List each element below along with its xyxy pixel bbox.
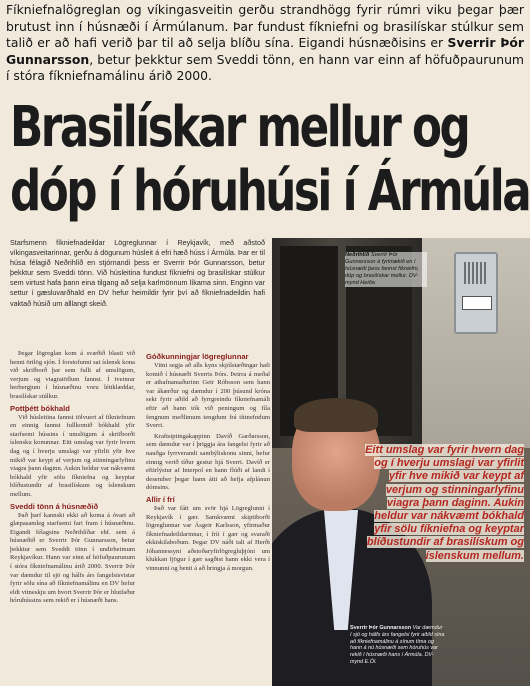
article-column-1 <box>10 350 135 608</box>
col2-paragraph-1: Vitni segja að alls kyns skjólstæðingar hafi komið í húsnæði Sverris Þórs. Þeirra á meðal er athafnamaðurinn Geir Róbsson sem hann var ákærður og dæmdur í 200 þúsund króna sekt fyrir aðild að fyrrgreindu fíkniefnamáli eftir að hann tók við peningum og fíla fengnum meðlimum tengdum frá títtnefndum Sverri. <box>146 362 270 430</box>
pull-quote-text: Eitt umslag var fyrir hvern dag og í hverju umslagi var yfirlit yfir hve mikið var keypt af verjum og stinningarlyfinu viagra þann daginn. Aukin heldur var nákvæmt bókhald yfir sölu fíkniefna og keyptar blíðustundir af brasilískum og íslenskum mellum. <box>365 444 524 562</box>
headline-line-1: Brasilískar mellur og <box>10 95 469 160</box>
photo-caption-door <box>345 252 427 287</box>
cap1-text: Sverrir Þór Gunnarsson á fyrirtækið en í húsnæði þess fannst fíkniefni, dóp og brasilískar mellur. <box>345 252 420 279</box>
col2-subheading-2: Allir í frí <box>146 494 175 504</box>
intercom-label <box>462 296 492 310</box>
intro-paragraph <box>6 2 524 85</box>
cap2-bold: Sverrir Þór Gunnarsson <box>350 625 412 631</box>
cap1-bold: Neðrihlíð <box>345 252 370 258</box>
intercom-grill <box>464 262 488 284</box>
article-column-2 <box>146 350 270 576</box>
headline <box>10 95 530 224</box>
pull-quote <box>360 444 524 563</box>
cap1-credit: DV-mynd Heiða <box>345 273 419 286</box>
intro-owner-name: Sverrir Þór Gunnarsson <box>6 35 524 67</box>
intercom-icon <box>454 252 498 334</box>
intro-text-1: Fíkniefnalögreglan og víkingasveitin gerðu strandhögg fyrir rúmri viku þegar þær brutust inn í húsnæði í Ármúlanum. Þar fundust fíkniefni og brasilískar stúlkur sem talið er að hafi verið þar til að selja blíðu sína. Eigandi húsnæðisins er <box>6 2 524 51</box>
intro-text-2: , betur þekktur sem Sveddi tönn, en hann var einn af höfuðpaurunum í stóra fíkniefnamálinu árið 2000. <box>6 51 524 84</box>
col2-subheading-1: Góðkunningjar lögreglunnar <box>146 352 249 361</box>
col1-paragraph-2: Við húsleitina fannst tölvuert af fíkniefnum en einnig fannst fullkomið bókhald yfir starfsemi hússins í umslögum á skrifborði íslensku konunnar. Eitt umslag var fyrir hvern dag og í hverju umslagi var yfirlit yfir hve mikið var keypt af verjum og stinningarlyfinu viagra þann daginn. Aukin heldur var nákvæmt bókhald yfir sölu fíkniefna og keyptar blíðustundir af brasilískum og íslenskum mellum. <box>10 413 135 498</box>
col1-subheading-2: Sveddi tönn á húsnæðið <box>10 501 99 511</box>
col1-subheading-1: Pottþétt bókhald <box>10 403 70 413</box>
cap2-text: Var dæmdur í sjö og hálfs árs fangelsi fyrir aðild sína að fíkniefnamálinu á sínum tíma og hann á nú húsnæði sem hóruhús var rekið í húsnæði hans í Ármúla. <box>350 625 445 659</box>
lead-paragraph: Starfsmenn fíkniefnadeildar Lögreglunnar í Reykjavík, með aðstoð víkingasveitarinnar, gerðu á dögunum húsleit á efri hæð húss í Ármúla. Þar er til húsa félagið Neðrihlíð en stjórnandi þess er Sverrir Þór Gunnarsson, betur þekktur sem Sveddi tönn. Við húsleitina fundust fíkniefni og brasilískar stúlkur sem virtust hafa þann eina tilgang að selja karlmönnum líkama sinn. Enginn var settur í gæsluvarðhald en DV hefur heimildir fyrir því að fíkniefnadeildin hafi vaktað húsið um alllangt skeið. <box>10 238 265 308</box>
cap2-credit: DV-mynd E.Ól. <box>350 652 434 665</box>
col1-paragraph-3: Það þarf kannski ekki að koma á óvart að glæpasamleg starfsemi fari fram í húsnæðinu. Eigandi félagsins Neðrihlíðar ehf. sem á húsnæðið er Sverrir Þór Gunnarsson, betur þekktur sem Sveddi tönn í undirheimum Reykjavíkur. Hann var einn af höfuðpaurunum í stóra fíkniefnamálinu árið 2000. Sverrir Þór var dæmdur til sjö og hálfs árs fangelsisvistar fyrir sölu sína að fíkniefnamálinu en DV hefur eldi vitneskju um hvort Sverrir Þór er hlutfaður hóruhússins sem rekið er í húsnæði hans. <box>10 511 135 605</box>
col2-paragraph-3: Það var fátt um svör hjá Lögreglunni í Reykjavík í gær. Samkvæmt skiptiborði lögreglunnar var Ásgeir Karlsson, yfirmaður fíkniefnadeildarinnar, í fríi í gær og svaraði ekkiskilaboðum. Þegar DV náði tali af Herði Jóhannessyni aðstoðaryfirlögregluþjóni um klukkan fjögur í gær sagðist hann ekki vera í vinnunni og benti á að hringja á morgun. <box>146 504 270 573</box>
photo-caption-person <box>350 625 445 666</box>
col2-paragraph-2: Kraftsiptingakappinn Davíð Garðarsson, sem dæmdur var í þriggja ára fangelsi fyrir að nauðga fyrrverandi sambýliskonu sinni, hefur einnig verið tíður gestur hjá Sverri. Davíð er eftirlýstur af Interpol en hann flúði af landi í desember þegar hann átti að hefja afplánun dómsins. <box>146 432 270 492</box>
headline-line-2: dóp í hóruhúsi í Ármúla <box>10 159 530 224</box>
col1-paragraph-1: Þegar lögreglan kom á svæðið blasti við henni örtlög sjón. Í forstofunni sat íslensk kona við skrifborð þar sem fullt af umslögum, verjum og viagratöflum fannst. Í tveimur herbergjum í húsnæðinu voru léttklæddar, brasilískar stúlkur. <box>10 350 135 400</box>
person-hair <box>294 398 378 432</box>
